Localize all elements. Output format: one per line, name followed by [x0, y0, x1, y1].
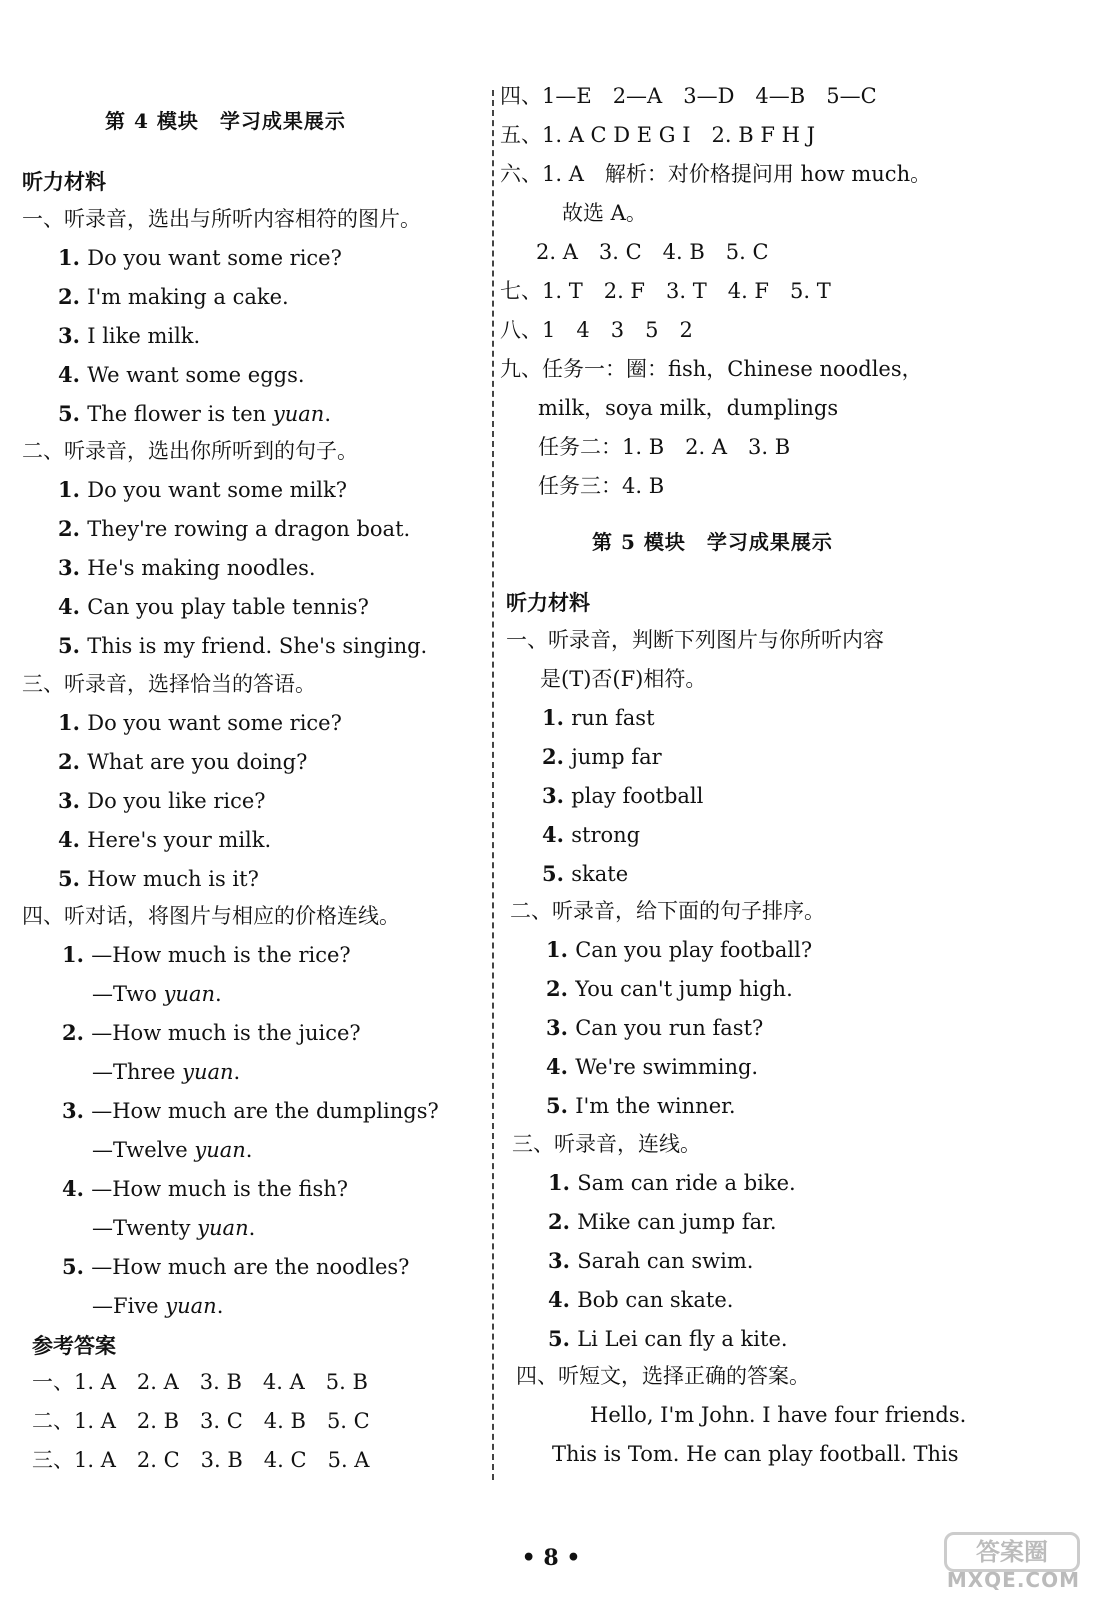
answer-row: 故选 A。 [562, 201, 647, 225]
column-divider [492, 90, 494, 1480]
dialog-question: 3. —How much are the dumplings? [62, 1098, 439, 1123]
section-2-heading: 二、听录音，选出你所听到的句子。 [22, 439, 358, 463]
watermark-text: 答案圈 [944, 1532, 1080, 1572]
list-item: 5. This is my friend. She's singing. [58, 633, 428, 658]
dialog-answer: —Five yuan. [92, 1294, 224, 1318]
list-item: 5. skate [542, 861, 629, 886]
section-1-heading: 一、听录音，选出与所听内容相符的图片。 [22, 207, 421, 231]
answer-row: 七、1. T 2. F 3. T 4. F 5. T [500, 279, 831, 303]
list-item: 5. I'm the winner. [546, 1093, 736, 1118]
list-item: 4. Here's your milk. [58, 827, 272, 852]
list-item: 1. Sam can ride a bike. [548, 1170, 796, 1195]
module-5-title: 第 5 模块 学习成果展示 [592, 530, 833, 554]
watermark-logo [930, 1532, 1080, 1590]
answer-row: 任务三：4. B [538, 474, 665, 498]
list-item: 2. jump far [542, 744, 662, 769]
section-4-heading: 四、听对话，将图片与相应的价格连线。 [22, 904, 400, 928]
answer-row: 六、1. A 解析：对价格提问用 how much。 [500, 162, 932, 186]
section-3-heading: 三、听录音，选择恰当的答语。 [22, 672, 316, 696]
dialog-question: 4. —How much is the fish? [62, 1176, 349, 1201]
list-item: 2. They're rowing a dragon boat. [58, 516, 411, 541]
answer-row: 五、1. A C D E G I 2. B F H J [500, 123, 816, 147]
answer-row: 三、1. A 2. C 3. B 4. C 5. A [32, 1448, 370, 1472]
list-item: 3. He's making noodles. [58, 555, 316, 580]
dialog-question: 1. —How much is the rice? [62, 942, 351, 967]
list-item: 3. Sarah can swim. [548, 1248, 754, 1273]
list-item: 1. Can you play football? [546, 937, 813, 962]
list-item: 2. Mike can jump far. [548, 1209, 777, 1234]
list-item: 5. The flower is ten yuan. [58, 401, 331, 426]
list-item: 1. Do you want some milk? [58, 477, 347, 502]
answer-row: 二、1. A 2. B 3. C 4. B 5. C [32, 1409, 370, 1433]
answer-row: 2. A 3. C 4. B 5. C [536, 240, 769, 264]
answer-row: milk，soya milk，dumplings [538, 396, 839, 420]
list-item: 4. strong [542, 822, 641, 847]
dialog-answer: —Three yuan. [92, 1060, 241, 1084]
section-4-heading: 四、听短文，选择正确的答案。 [516, 1364, 810, 1388]
list-item: 3. Do you like rice? [58, 788, 266, 813]
list-item: 4. We're swimming. [546, 1054, 759, 1079]
list-item: 5. How much is it? [58, 866, 259, 891]
list-item: 2. What are you doing? [58, 749, 308, 774]
dialog-answer: —Two yuan. [92, 982, 222, 1006]
page-number: • 8 • [521, 1545, 581, 1571]
section-3-heading: 三、听录音，连线。 [512, 1132, 701, 1156]
listening-material-heading: 听力材料 [506, 590, 590, 615]
list-item: 1. Do you want some rice? [58, 710, 342, 735]
answer-row: 九、任务一：圈：fish，Chinese noodles， [500, 357, 923, 381]
dialog-answer: —Twelve yuan. [92, 1138, 253, 1162]
answer-row: 一、1. A 2. A 3. B 4. A 5. B [32, 1370, 368, 1394]
module-4-title: 第 4 模块 学习成果展示 [105, 109, 346, 133]
answer-row: 八、1 4 3 5 2 [500, 318, 693, 342]
section-2-heading: 二、听录音，给下面的句子排序。 [510, 899, 825, 923]
dialog-question: 2. —How much is the juice? [62, 1020, 361, 1045]
list-item: 2. I'm making a cake. [58, 284, 289, 309]
list-item: 3. I like milk. [58, 323, 201, 348]
list-item: 4. We want some eggs. [58, 362, 305, 387]
passage-line: Hello, I'm John. I have four friends. [590, 1403, 967, 1427]
listening-material-heading: 听力材料 [22, 169, 106, 194]
list-item: 1. Do you want some rice? [58, 245, 342, 270]
list-item: 5. Li Lei can fly a kite. [548, 1326, 788, 1351]
section-1-heading: 一、听录音，判断下列图片与你所听内容 [506, 628, 884, 652]
list-item: 2. You can't jump high. [546, 976, 793, 1001]
list-item: 3. play football [542, 783, 704, 808]
list-item: 3. Can you run fast? [546, 1015, 764, 1040]
dialog-answer: —Twenty yuan. [92, 1216, 256, 1240]
section-1-heading-cont: 是(T)否(F)相符。 [540, 667, 707, 691]
answer-row: 四、1—E 2—A 3—D 4—B 5—C [500, 84, 877, 108]
passage-line: This is Tom. He can play football. This [552, 1442, 959, 1466]
list-item: 4. Can you play table tennis? [58, 594, 369, 619]
answers-heading: 参考答案 [32, 1333, 116, 1358]
dialog-question: 5. —How much are the noodles? [62, 1254, 410, 1279]
watermark-url: MXQE.COM [946, 1568, 1080, 1592]
answer-row: 任务二：1. B 2. A 3. B [538, 435, 791, 459]
list-item: 1. run fast [542, 705, 655, 730]
list-item: 4. Bob can skate. [548, 1287, 734, 1312]
